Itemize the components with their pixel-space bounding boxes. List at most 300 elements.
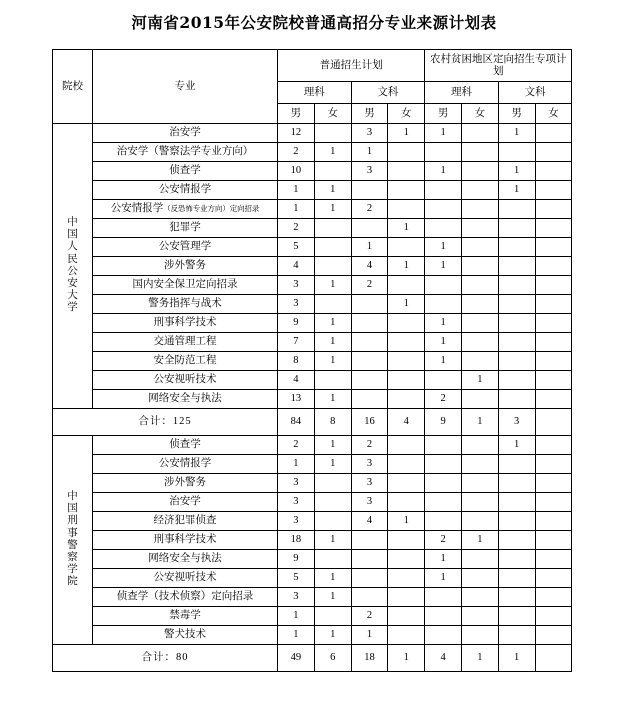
quota-cell bbox=[535, 275, 572, 294]
quota-cell bbox=[461, 237, 498, 256]
header-school: 院校 bbox=[53, 49, 93, 123]
major-name-cell: 公安情报学 bbox=[93, 180, 278, 199]
quota-cell bbox=[351, 549, 388, 568]
quota-cell bbox=[388, 237, 425, 256]
table-row bbox=[53, 275, 572, 294]
table-row bbox=[53, 161, 572, 180]
major-name-cell: 警犬技术 bbox=[93, 625, 278, 644]
section-total-value: 16 bbox=[351, 408, 388, 435]
table-row bbox=[53, 389, 572, 408]
quota-cell bbox=[388, 389, 425, 408]
quota-cell bbox=[351, 389, 388, 408]
quota-cell bbox=[388, 199, 425, 218]
quota-cell bbox=[388, 370, 425, 389]
section-total-value: 49 bbox=[278, 644, 315, 671]
quota-cell bbox=[535, 180, 572, 199]
quota-cell bbox=[461, 294, 498, 313]
quota-cell bbox=[461, 454, 498, 473]
major-name-cell: 涉外警务 bbox=[93, 473, 278, 492]
quota-cell: 3 bbox=[278, 511, 315, 530]
quota-cell bbox=[498, 530, 535, 549]
quota-cell: 4 bbox=[351, 256, 388, 275]
major-name-cell: 刑事科学技术 bbox=[93, 530, 278, 549]
quota-cell bbox=[314, 511, 351, 530]
quota-cell: 1 bbox=[314, 332, 351, 351]
header-normal-science: 理科 bbox=[278, 81, 352, 103]
major-name-cell: 经济犯罪侦查 bbox=[93, 511, 278, 530]
major-name-cell: 公安管理学 bbox=[93, 237, 278, 256]
quota-cell bbox=[314, 549, 351, 568]
header-group-rural: 农村贫困地区定向招生专项计划 bbox=[425, 49, 572, 81]
quota-cell bbox=[351, 294, 388, 313]
table-row bbox=[53, 435, 572, 454]
major-name-cell: 治安学 bbox=[93, 123, 278, 142]
quota-cell: 2 bbox=[351, 606, 388, 625]
quota-cell bbox=[461, 473, 498, 492]
major-name-cell: 刑事科学技术 bbox=[93, 313, 278, 332]
quota-cell bbox=[498, 473, 535, 492]
section-total-value: 1 bbox=[461, 408, 498, 435]
quota-cell: 1 bbox=[425, 351, 462, 370]
quota-cell: 1 bbox=[314, 568, 351, 587]
quota-cell: 3 bbox=[278, 275, 315, 294]
quota-cell bbox=[314, 606, 351, 625]
quota-cell bbox=[351, 587, 388, 606]
quota-cell bbox=[351, 568, 388, 587]
quota-cell: 9 bbox=[278, 549, 315, 568]
quota-cell bbox=[535, 435, 572, 454]
section-total-value: 1 bbox=[498, 644, 535, 671]
quota-cell bbox=[535, 549, 572, 568]
quota-cell: 3 bbox=[278, 492, 315, 511]
quota-cell bbox=[498, 313, 535, 332]
quota-cell bbox=[498, 332, 535, 351]
quota-cell bbox=[535, 511, 572, 530]
quota-cell: 1 bbox=[425, 313, 462, 332]
section-total-value: 3 bbox=[498, 408, 535, 435]
quota-cell bbox=[351, 530, 388, 549]
quota-cell bbox=[535, 389, 572, 408]
quota-cell bbox=[425, 435, 462, 454]
major-name-cell: 公安情报学（反恐怖专业方向）定向招录 bbox=[93, 199, 278, 218]
major-name-cell: 侦查学 bbox=[93, 435, 278, 454]
quota-cell bbox=[535, 530, 572, 549]
quota-cell bbox=[425, 473, 462, 492]
quota-cell bbox=[425, 492, 462, 511]
table-row bbox=[53, 473, 572, 492]
quota-cell: 1 bbox=[425, 549, 462, 568]
quota-cell: 1 bbox=[314, 435, 351, 454]
quota-cell: 3 bbox=[278, 473, 315, 492]
quota-cell: 1 bbox=[314, 389, 351, 408]
quota-cell bbox=[498, 389, 535, 408]
table-row bbox=[53, 370, 572, 389]
quota-cell bbox=[351, 370, 388, 389]
quota-cell: 1 bbox=[351, 625, 388, 644]
quota-cell bbox=[461, 351, 498, 370]
quota-cell: 1 bbox=[498, 123, 535, 142]
quota-cell bbox=[388, 351, 425, 370]
quota-cell: 1 bbox=[314, 313, 351, 332]
section-total-value: 8 bbox=[314, 408, 351, 435]
header-normal-science-female: 女 bbox=[314, 103, 351, 123]
quota-cell bbox=[314, 473, 351, 492]
major-name-cell: 安全防范工程 bbox=[93, 351, 278, 370]
quota-cell: 1 bbox=[278, 625, 315, 644]
table-row bbox=[53, 492, 572, 511]
quota-cell: 2 bbox=[278, 142, 315, 161]
quota-cell bbox=[535, 587, 572, 606]
quota-cell bbox=[461, 180, 498, 199]
header-rural-arts: 文科 bbox=[498, 81, 572, 103]
quota-cell: 1 bbox=[314, 142, 351, 161]
quota-cell bbox=[535, 142, 572, 161]
quota-cell bbox=[388, 568, 425, 587]
major-name-cell: 治安学 bbox=[93, 492, 278, 511]
quota-cell bbox=[388, 473, 425, 492]
quota-cell bbox=[498, 511, 535, 530]
table-row bbox=[53, 549, 572, 568]
quota-cell bbox=[388, 625, 425, 644]
quota-cell bbox=[461, 435, 498, 454]
quota-cell: 3 bbox=[278, 587, 315, 606]
section-total-value: 1 bbox=[461, 644, 498, 671]
quota-cell: 1 bbox=[388, 256, 425, 275]
quota-cell: 3 bbox=[351, 454, 388, 473]
quota-cell bbox=[461, 218, 498, 237]
table-row bbox=[53, 568, 572, 587]
quota-cell bbox=[498, 199, 535, 218]
section-total-row bbox=[53, 644, 572, 671]
major-name-cell: 国内安全保卫定向招录 bbox=[93, 275, 278, 294]
quota-cell bbox=[461, 142, 498, 161]
quota-cell: 2 bbox=[351, 435, 388, 454]
quota-cell bbox=[314, 492, 351, 511]
quota-cell bbox=[388, 313, 425, 332]
table-row bbox=[53, 199, 572, 218]
quota-cell bbox=[388, 530, 425, 549]
header-rural-science-male: 男 bbox=[425, 103, 462, 123]
table-row bbox=[53, 587, 572, 606]
quota-cell bbox=[425, 294, 462, 313]
school-name-cell: 中 国 人 民 公 安 大 学 bbox=[53, 123, 93, 408]
header-rural-science-female: 女 bbox=[461, 103, 498, 123]
table-row bbox=[53, 180, 572, 199]
quota-cell: 1 bbox=[425, 332, 462, 351]
quota-cell bbox=[461, 587, 498, 606]
school-name-cell: 中 国 刑 事 警 察 学 院 bbox=[53, 435, 93, 644]
quota-cell bbox=[461, 123, 498, 142]
quota-cell: 1 bbox=[388, 218, 425, 237]
section-total-value: 9 bbox=[425, 408, 462, 435]
quota-cell bbox=[425, 511, 462, 530]
quota-cell bbox=[535, 237, 572, 256]
quota-cell bbox=[498, 142, 535, 161]
quota-cell bbox=[388, 549, 425, 568]
quota-cell: 1 bbox=[425, 237, 462, 256]
header-normal-arts-male: 男 bbox=[351, 103, 388, 123]
quota-cell: 1 bbox=[314, 625, 351, 644]
quota-cell bbox=[388, 161, 425, 180]
quota-cell: 12 bbox=[278, 123, 315, 142]
quota-cell: 3 bbox=[351, 492, 388, 511]
quota-cell bbox=[461, 199, 498, 218]
table-row bbox=[53, 142, 572, 161]
quota-cell: 2 bbox=[278, 218, 315, 237]
quota-cell: 1 bbox=[388, 294, 425, 313]
header-normal-arts: 文科 bbox=[351, 81, 425, 103]
table-row bbox=[53, 313, 572, 332]
quota-cell: 1 bbox=[425, 123, 462, 142]
table-row bbox=[53, 218, 572, 237]
quota-cell: 1 bbox=[314, 180, 351, 199]
quota-cell bbox=[535, 313, 572, 332]
quota-cell: 3 bbox=[351, 473, 388, 492]
table-row bbox=[53, 454, 572, 473]
quota-cell bbox=[388, 492, 425, 511]
quota-cell: 3 bbox=[351, 161, 388, 180]
quota-cell bbox=[425, 180, 462, 199]
quota-cell: 1 bbox=[314, 351, 351, 370]
quota-cell bbox=[535, 294, 572, 313]
quota-cell: 5 bbox=[278, 237, 315, 256]
quota-cell: 1 bbox=[351, 237, 388, 256]
major-name-cell: 治安学（警察法学专业方向） bbox=[93, 142, 278, 161]
table-row bbox=[53, 351, 572, 370]
section-total-value: 6 bbox=[314, 644, 351, 671]
quota-cell bbox=[351, 332, 388, 351]
quota-cell bbox=[498, 294, 535, 313]
quota-cell: 1 bbox=[278, 454, 315, 473]
quota-cell bbox=[498, 256, 535, 275]
quota-cell bbox=[388, 587, 425, 606]
quota-cell bbox=[425, 587, 462, 606]
quota-cell bbox=[351, 218, 388, 237]
quota-cell: 8 bbox=[278, 351, 315, 370]
quota-cell: 1 bbox=[314, 275, 351, 294]
major-name-cell: 侦查学 bbox=[93, 161, 278, 180]
quota-cell bbox=[498, 237, 535, 256]
quota-cell: 1 bbox=[498, 161, 535, 180]
section-total-label: 合计：125 bbox=[53, 408, 278, 435]
major-name-cell: 网络安全与执法 bbox=[93, 389, 278, 408]
quota-cell: 1 bbox=[314, 454, 351, 473]
quota-cell bbox=[535, 351, 572, 370]
quota-cell: 1 bbox=[498, 180, 535, 199]
quota-cell bbox=[461, 568, 498, 587]
section-total-value: 84 bbox=[278, 408, 315, 435]
quota-cell bbox=[535, 161, 572, 180]
quota-cell bbox=[535, 199, 572, 218]
quota-cell bbox=[461, 625, 498, 644]
quota-cell: 1 bbox=[314, 199, 351, 218]
quota-cell: 4 bbox=[278, 256, 315, 275]
quota-cell: 9 bbox=[278, 313, 315, 332]
quota-cell bbox=[425, 606, 462, 625]
table-row bbox=[53, 606, 572, 625]
table-row bbox=[53, 123, 572, 142]
major-name-cell: 网络安全与执法 bbox=[93, 549, 278, 568]
quota-cell bbox=[535, 606, 572, 625]
quota-cell: 1 bbox=[388, 123, 425, 142]
quota-cell: 1 bbox=[351, 142, 388, 161]
quota-cell bbox=[425, 218, 462, 237]
major-name-cell: 交通管理工程 bbox=[93, 332, 278, 351]
table-row bbox=[53, 332, 572, 351]
quota-cell: 1 bbox=[425, 568, 462, 587]
quota-cell bbox=[461, 492, 498, 511]
section-total-value bbox=[535, 644, 572, 671]
quota-cell bbox=[351, 351, 388, 370]
quota-cell: 13 bbox=[278, 389, 315, 408]
header-group-normal: 普通招生计划 bbox=[278, 49, 425, 81]
quota-cell bbox=[535, 332, 572, 351]
quota-cell: 2 bbox=[425, 389, 462, 408]
major-name-cell: 公安视听技术 bbox=[93, 370, 278, 389]
quota-cell bbox=[535, 492, 572, 511]
quota-cell: 2 bbox=[351, 275, 388, 294]
quota-cell bbox=[535, 123, 572, 142]
quota-cell bbox=[535, 568, 572, 587]
section-total-label: 合计：80 bbox=[53, 644, 278, 671]
quota-cell: 1 bbox=[278, 606, 315, 625]
quota-cell bbox=[425, 199, 462, 218]
quota-cell bbox=[498, 370, 535, 389]
quota-cell bbox=[425, 275, 462, 294]
quota-cell: 1 bbox=[425, 256, 462, 275]
quota-cell: 2 bbox=[351, 199, 388, 218]
quota-cell: 1 bbox=[461, 530, 498, 549]
quota-cell bbox=[535, 473, 572, 492]
section-total-value bbox=[535, 408, 572, 435]
quota-cell bbox=[498, 625, 535, 644]
major-name-cell: 涉外警务 bbox=[93, 256, 278, 275]
quota-cell bbox=[388, 142, 425, 161]
header-major: 专业 bbox=[93, 49, 278, 123]
admission-plan-table bbox=[52, 49, 572, 672]
section-total-value: 4 bbox=[388, 408, 425, 435]
quota-cell bbox=[498, 275, 535, 294]
quota-cell: 2 bbox=[278, 435, 315, 454]
quota-cell bbox=[314, 370, 351, 389]
quota-cell bbox=[461, 549, 498, 568]
quota-cell bbox=[425, 625, 462, 644]
table-header bbox=[53, 49, 572, 123]
table-body bbox=[53, 123, 572, 671]
quota-cell bbox=[388, 332, 425, 351]
quota-cell bbox=[388, 454, 425, 473]
quota-cell bbox=[425, 370, 462, 389]
quota-cell bbox=[461, 606, 498, 625]
quota-cell bbox=[314, 237, 351, 256]
quota-cell: 4 bbox=[351, 511, 388, 530]
quota-cell: 10 bbox=[278, 161, 315, 180]
quota-cell bbox=[314, 161, 351, 180]
quota-cell bbox=[498, 606, 535, 625]
quota-cell bbox=[461, 332, 498, 351]
section-total-value: 18 bbox=[351, 644, 388, 671]
quota-cell: 3 bbox=[278, 294, 315, 313]
table-row bbox=[53, 625, 572, 644]
quota-cell bbox=[461, 511, 498, 530]
quota-cell bbox=[425, 454, 462, 473]
quota-cell bbox=[388, 275, 425, 294]
quota-cell: 1 bbox=[278, 199, 315, 218]
table-row bbox=[53, 256, 572, 275]
quota-cell: 5 bbox=[278, 568, 315, 587]
quota-cell bbox=[314, 123, 351, 142]
major-name-cell: 禁毒学 bbox=[93, 606, 278, 625]
page-title: 河南省2015年公安院校普通高招分专业来源计划表 bbox=[131, 13, 497, 32]
header-rural-science: 理科 bbox=[425, 81, 499, 103]
quota-cell: 7 bbox=[278, 332, 315, 351]
quota-cell bbox=[314, 256, 351, 275]
quota-cell: 1 bbox=[461, 370, 498, 389]
quota-cell bbox=[498, 351, 535, 370]
quota-cell bbox=[461, 275, 498, 294]
quota-cell: 1 bbox=[425, 161, 462, 180]
quota-cell bbox=[461, 313, 498, 332]
header-rural-arts-male: 男 bbox=[498, 103, 535, 123]
quota-cell bbox=[498, 549, 535, 568]
quota-cell bbox=[498, 568, 535, 587]
quota-cell bbox=[535, 625, 572, 644]
quota-cell: 4 bbox=[278, 370, 315, 389]
quota-cell: 18 bbox=[278, 530, 315, 549]
section-total-value: 4 bbox=[425, 644, 462, 671]
quota-cell bbox=[498, 492, 535, 511]
quota-cell bbox=[498, 454, 535, 473]
plan-table-container bbox=[52, 49, 572, 672]
major-name-cell: 警务指挥与战术 bbox=[93, 294, 278, 313]
section-total-row bbox=[53, 408, 572, 435]
quota-cell: 2 bbox=[425, 530, 462, 549]
major-name-cell: 犯罪学 bbox=[93, 218, 278, 237]
quota-cell bbox=[535, 454, 572, 473]
quota-cell: 1 bbox=[278, 180, 315, 199]
quota-cell: 3 bbox=[351, 123, 388, 142]
quota-cell bbox=[498, 587, 535, 606]
quota-cell bbox=[314, 218, 351, 237]
major-name-cell: 公安情报学 bbox=[93, 454, 278, 473]
quota-cell: 1 bbox=[388, 511, 425, 530]
quota-cell bbox=[351, 313, 388, 332]
quota-cell bbox=[351, 180, 388, 199]
quota-cell: 1 bbox=[498, 435, 535, 454]
header-normal-arts-female: 女 bbox=[388, 103, 425, 123]
table-row bbox=[53, 511, 572, 530]
quota-cell bbox=[388, 435, 425, 454]
major-name-cell: 侦查学（技术侦察）定向招录 bbox=[93, 587, 278, 606]
table-row bbox=[53, 294, 572, 313]
quota-cell: 1 bbox=[314, 530, 351, 549]
section-total-value: 1 bbox=[388, 644, 425, 671]
quota-cell bbox=[461, 256, 498, 275]
quota-cell bbox=[314, 294, 351, 313]
quota-cell bbox=[388, 606, 425, 625]
quota-cell bbox=[535, 370, 572, 389]
header-normal-science-male: 男 bbox=[278, 103, 315, 123]
quota-cell bbox=[425, 142, 462, 161]
quota-cell bbox=[498, 218, 535, 237]
major-name-cell: 公安视听技术 bbox=[93, 568, 278, 587]
quota-cell bbox=[535, 256, 572, 275]
header-rural-arts-female: 女 bbox=[535, 103, 572, 123]
quota-cell bbox=[388, 180, 425, 199]
table-row bbox=[53, 530, 572, 549]
quota-cell bbox=[461, 389, 498, 408]
quota-cell: 1 bbox=[314, 587, 351, 606]
